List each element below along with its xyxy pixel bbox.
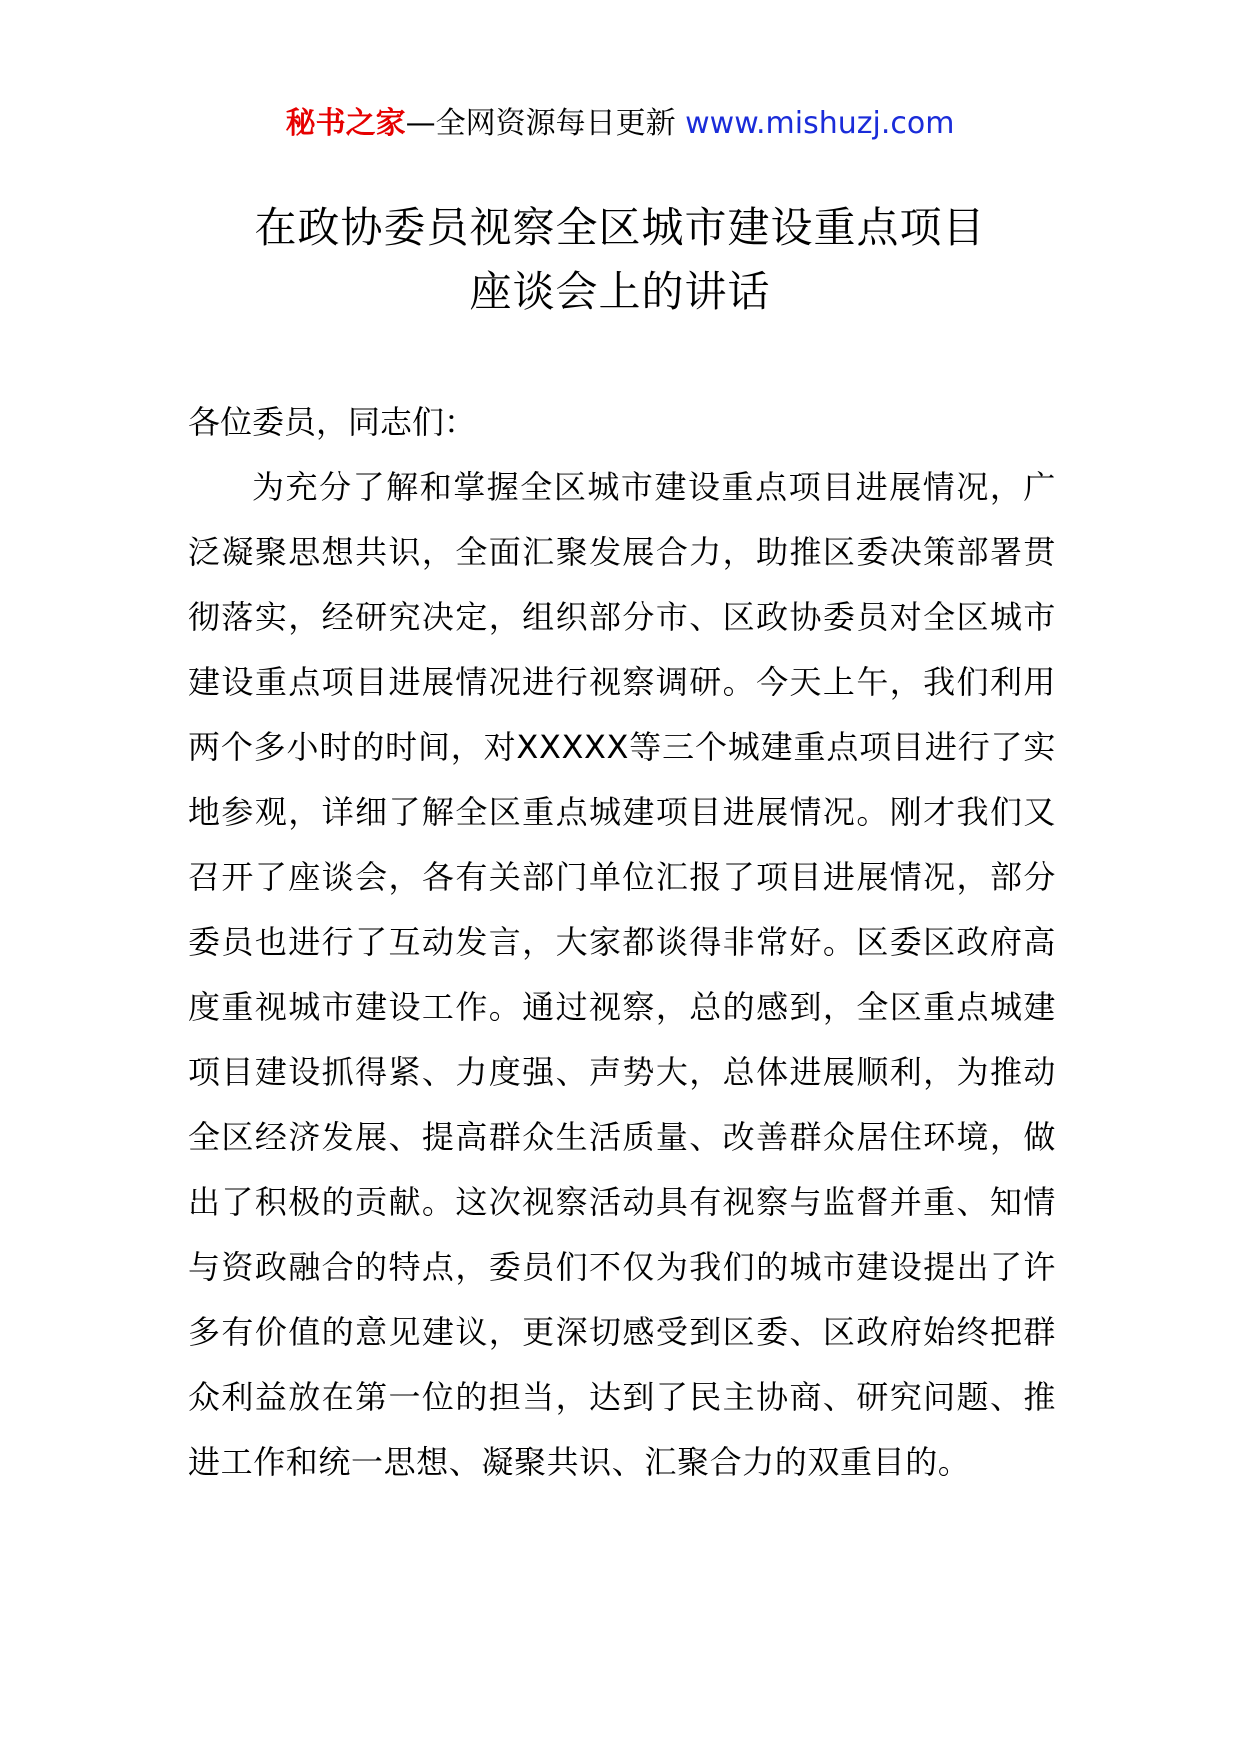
site-url-link[interactable]: www.mishuzj.com [685,106,955,141]
document-title [0,196,1240,324]
salutation: 各位委员，同志们： [188,403,477,441]
document-body [188,390,1056,1495]
title-line-1: 在政协委员视察全区城市建设重点项目 [254,203,986,252]
title-line-2: 座谈会上的讲话 [469,267,771,316]
site-header [0,102,1240,146]
header-tagline: —全网资源每日更新 [405,106,686,141]
body-paragraph: 为充分了解和掌握全区城市建设重点项目进展情况，广泛凝聚思想共识，全面汇聚发展合力，助推区委决策部署贯彻落实，经研究决定，组织部分市、区政协委员对全区城市建设重点项目进展情况进行视察调研。今天上午，我们利用两个多小时的时间，对XXXXX等三个城建重点项目进行了实地参观，详细了解全区重点城建项目进展情况。刚才我们又召开了座谈会，各有关部门单位汇报了项目进展情况，部分委员也进行了互动发言，大家都谈得非常好。区委区政府高度重视城市建设工作。通过视察，总的感到，全区重点城建项目建设抓得紧、力度强、声势大，总体进展顺利，为推动全区经济发展、提高群众生活质量、改善群众居住环境，做出了积极的贡献。这次视察活动具有视察与监督并重、知情与资政融合的特点，委员们不仅为我们的城市建设提出了许多有价值的意见建议，更深切感受到区委、区政府始终把群众利益放在第一位的担当，达到了民主协商、研究问题、推进工作和统一思想、凝聚共识、汇聚合力的双重目的。 [188,468,1056,1481]
brand-name: 秘书之家 [285,106,406,141]
